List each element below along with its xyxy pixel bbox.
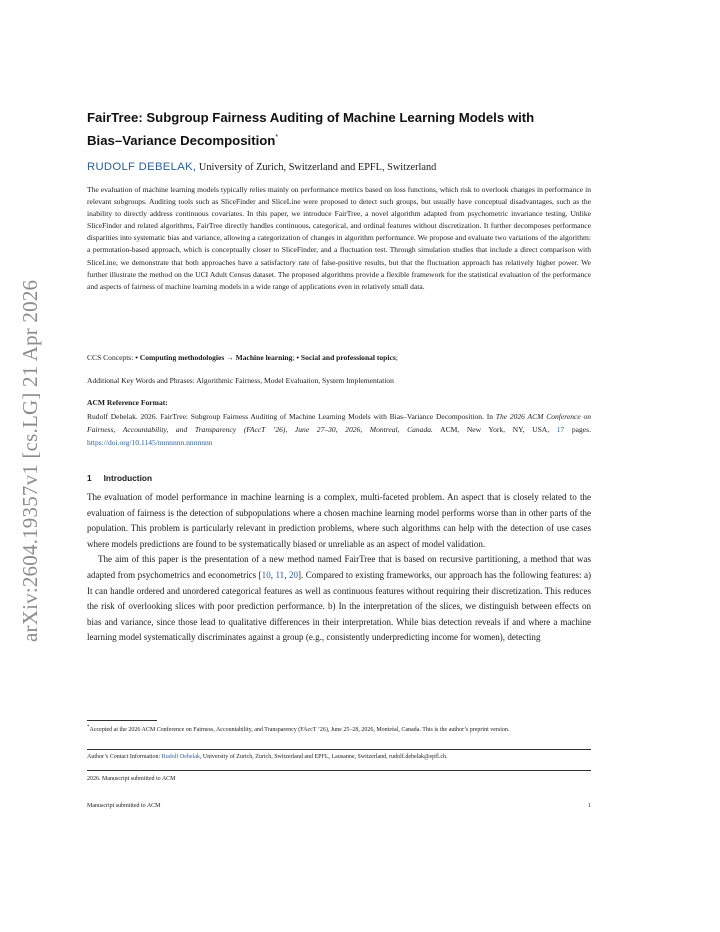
ccs-bullet-1: • Computing methodologies [135,353,225,362]
intro-p2-text-b: ]. Compared to existing frameworks, our approach has the following features: a) It can handle ordered and unordered categorical features as well as continuous features without requiring their discretization. This reduces the risk of overlooking slices with poor prediction performance. b) In the interpretation of the slices, we distinguish between effects on bias and variance, since those lead to qualitative differences in their interpretation. While bias detection reveals if and where a machine learning model systematically discriminates against a group (e.g., consistently underpredicting income for women), detecting [87,569,592,643]
footnote-rule [87,720,157,721]
contact-label: Author’s Contact Information: [87,754,162,760]
footnote-mark: * [87,725,90,730]
citation-separator: , [270,569,276,580]
author-name[interactable]: RUDOLF DEBELAK, [87,161,197,173]
acm-ref-pages-label: pages. [564,425,591,434]
footnote [87,723,591,735]
title-line-1: FairTree: Subgroup Fairness Auditing of Machine Learning Models with [87,110,535,125]
contact-name-link[interactable]: Rudolf Debelak [161,754,200,760]
ccs-bullet-2: • Social and professional topics [296,353,396,362]
title-footnote-mark: * [275,134,279,141]
section-heading [87,473,152,483]
citation-link[interactable]: 20 [288,569,298,580]
paper-title [87,108,591,151]
ccs-label: CCS Concepts: [87,353,136,362]
year-rule [87,770,591,771]
author-line [87,161,436,173]
acm-reference-heading: ACM Reference Format: [87,398,168,407]
ccs-arrow: → [224,353,236,362]
acm-ref-publisher: ACM, New York, NY, USA, [432,425,557,434]
author-affiliation: University of Zurich, Switzerland and EPFL, Switzerland [196,162,437,173]
ccs-end: ; [395,353,398,362]
acm-reference [87,410,591,449]
acm-ref-venue: The 2026 ACM Conference on Fairness, Accountability, and Transparency (FAccT ’26), June 27–30, 2026, Montreal, Canada. [87,412,591,434]
keywords: Additional Key Words and Phrases: Algorithmic Fairness, Model Evaluation, System Implementation [87,376,394,385]
manuscript-note: 2026. Manuscript submitted to ACM [87,776,176,782]
contact-rule [87,749,591,750]
citation-separator: , [284,569,289,580]
arxiv-identifier: arXiv:2604.19357v1 [cs.LG] 21 Apr 2026 [18,279,42,642]
acm-ref-text: Rudolf Debelak. 2026. FairTree: Subgroup Fairness Auditing of Machine Learning Models with Bias–Variance Decomposition. In [87,412,496,421]
doi-link[interactable]: https://doi.org/10.1145/nnnnnnn.nnnnnnn [87,438,213,447]
abstract: The evaluation of machine learning models typically relies mainly on performance metrics based on loss functions, which risk to overlook changes in performance in relevant subgroups. Auditing tools such as SliceFinder and SliceLine were proposed to detect such groups, but usually have conceptual disadvantages, such as the inability to directly address continuous covariates. In this paper, we introduce FairTree, a novel algorithm adapted from psychometric invariance testing. Unlike SliceFinder and related algorithms, FairTree directly handles continuous, categorical, and ordinal features without discretization. It further decomposes performance disparities into systematic bias and variance, allowing a categorization of changes in algorithm performance. We propose and evaluate two variations of the algorithm: a permutation-based approach, which is conceptually closer to SliceFinder, and a fluctuation test. Through simulation studies that include a direct comparison with SliceLine, we demonstrate that both approaches have a satisfactory rate of false-positive results, but that the fluctuation approach has relatively higher power. We further illustrate the method on the UCI Adult Census dataset. The proposed algorithms provide a flexible framework for the statistical evaluation of the performance and aspects of fairness of machine learning models in a wide range of applications even in relatively small data. [87,185,591,291]
page-footer-left: Manuscript submitted to ACM [87,803,161,809]
section-title: Introduction [103,473,153,483]
ccs-concepts [87,353,591,362]
author-contact [87,754,591,760]
section-number: 1 [87,473,92,483]
footnote-text: Accepted at the 2026 ACM Conference on Fairness, Accountability, and Transparency (FAccT ’26), June 25–28, 2026, Montréal, Canada. This is the author’s preprint version. [89,727,510,733]
intro-paragraph-2 [87,552,591,646]
intro-paragraph-1: The evaluation of model performance in machine learning is a complex, multi-faceted problem. An aspect that is closely related to the evaluation of fairness is the detection of subpopulations where a chosen machine learning model performs worse than in other parts of the population. This problem is particularly relevant in prediction problems, where such algorithms can help with the detection of use cases where models predictions are found to be systematically biased or unreliable as an aspect of model validation. [87,492,591,549]
title-line-2: Bias–Variance Decomposition [87,133,276,148]
citation-link[interactable]: 10 [261,569,271,580]
ccs-separator: ; [292,353,297,362]
intro-p2-text-a: The aim of this paper is the presentation of a new method named FairTree that is based on recursive partitioning, a method that was adapted from psychometrics and econometrics [ [87,554,591,580]
page-number: 1 [588,803,591,809]
introduction-body [87,490,591,646]
citation-link[interactable]: 11 [275,569,285,580]
contact-details: , University of Zurich, Zurich, Switzerland and EPFL, Lausanne, Switzerland, rudolf.debelak@epfl.ch. [199,754,448,760]
ccs-item-1: Machine learning [235,353,293,362]
acm-ref-pages-link[interactable]: 17 [556,425,565,434]
